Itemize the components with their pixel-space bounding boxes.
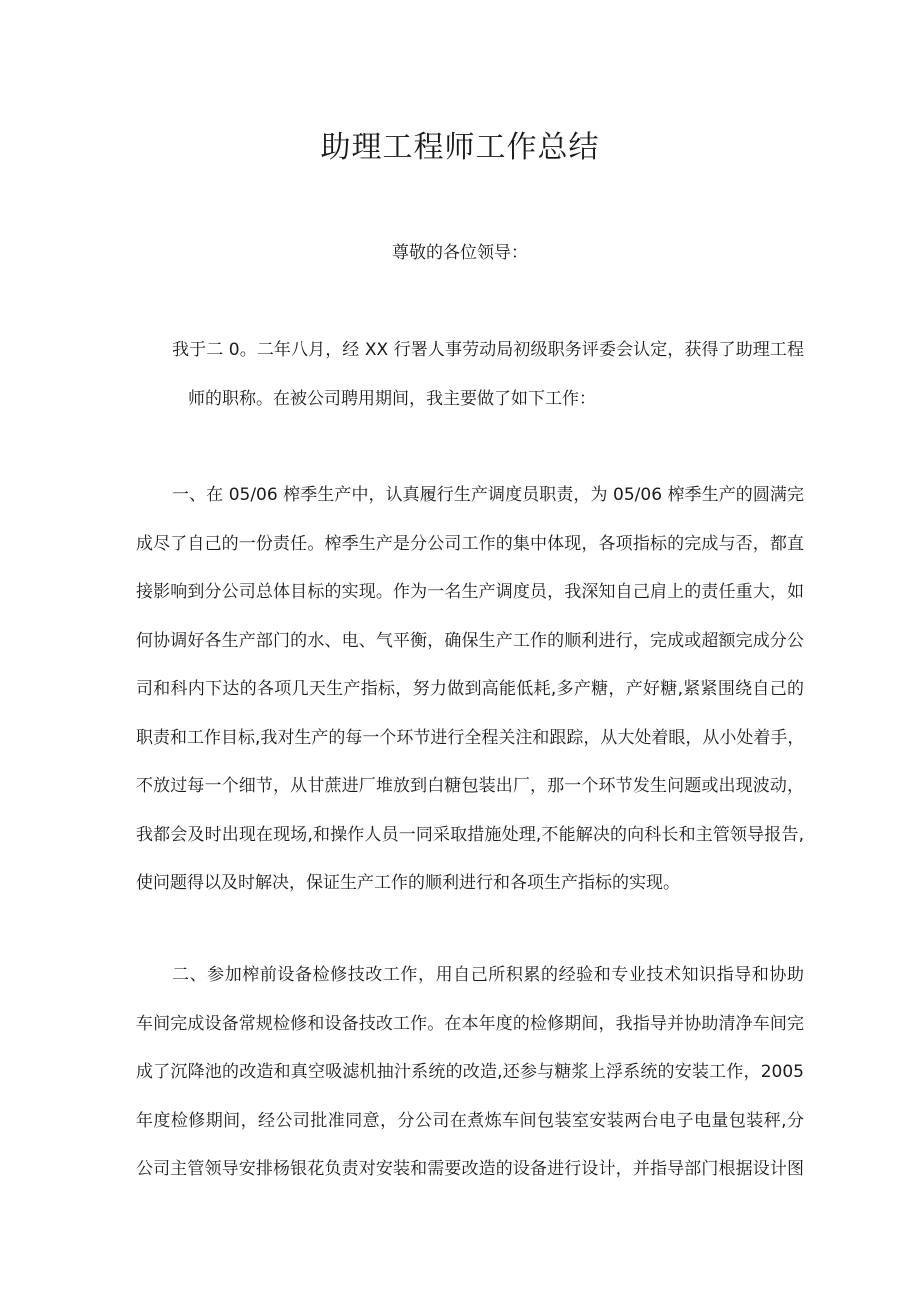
paragraph-line: 车间完成设备常规检修和设备技改工作。在本年度的检修期间，我指导并协助清净车间完 <box>136 1013 804 1034</box>
paragraph-line: 职责和工作目标,我对生产的每一个环节进行全程关注和跟踪，从大处着眼，从小处着手， <box>136 727 805 748</box>
paragraph-line: 二、参加榨前设备检修技改工作，用自己所积累的经验和专业技术知识指导和协助 <box>172 965 804 985</box>
paragraph-line: 公司主管领导安排杨银花负责对安装和需要改造的设备进行设计，并指导部门根据设计图 <box>136 1159 804 1179</box>
paragraph-line: 我都会及时出现在现场,和操作人员一同采取措施处理,不能解决的向科长和主管领导报告, <box>136 824 804 845</box>
section-1-paragraph <box>136 471 804 908</box>
intro-paragraph <box>136 326 804 423</box>
paragraph-line: 不放过每一个细节，从甘蔗进厂堆放到白糖包装出厂，那一个环节发生问题或出现波动， <box>136 776 804 796</box>
salutation: 尊敬的各位领导： <box>392 243 528 263</box>
paragraph-line: 司和科内下达的各项几天生产指标，努力做到高能低耗,多产糖，产好糖,紧紧围绕自己的 <box>136 679 804 699</box>
paragraph-line: 一、在 05/06 榨季生产中，认真履行生产调度员职责，为 05/06 榨季生产的圆满完 <box>172 485 804 505</box>
paragraph-line: 何协调好各生产部门的水、电、气平衡，确保生产工作的顺利进行，完成或超额完成分公 <box>136 630 804 651</box>
paragraph-line: 成了沉降池的改造和真空吸滤机抽汁系统的改造,还参与糖浆上浮系统的安装工作，2005 <box>136 1062 804 1082</box>
paragraph-line: 使问题得以及时解决，保证生产工作的顺利进行和各项生产指标的实现。 <box>136 873 680 893</box>
paragraph-line: 年度检修期间，经公司批准同意，分公司在煮炼车间包装室安装两台电子电量包装秤,分 <box>136 1110 804 1131</box>
document-title: 助理工程师工作总结 <box>320 130 600 165</box>
paragraph-line: 我于二 0。二年八月，经 XX 行署人事劳动局初级职务评委会认定，获得了助理工程 <box>172 340 804 360</box>
paragraph-line: 成尽了自己的一份责任。榨季生产是分公司工作的集中体现，各项指标的完成与否，都直 <box>136 533 804 554</box>
section-2-paragraph <box>136 951 804 1194</box>
paragraph-line: 接影响到分公司总体目标的实现。作为一名生产调度员，我深知自己肩上的责任重大，如 <box>136 582 804 602</box>
paragraph-line: 师的职称。在被公司聘用期间，我主要做了如下工作： <box>188 388 596 409</box>
